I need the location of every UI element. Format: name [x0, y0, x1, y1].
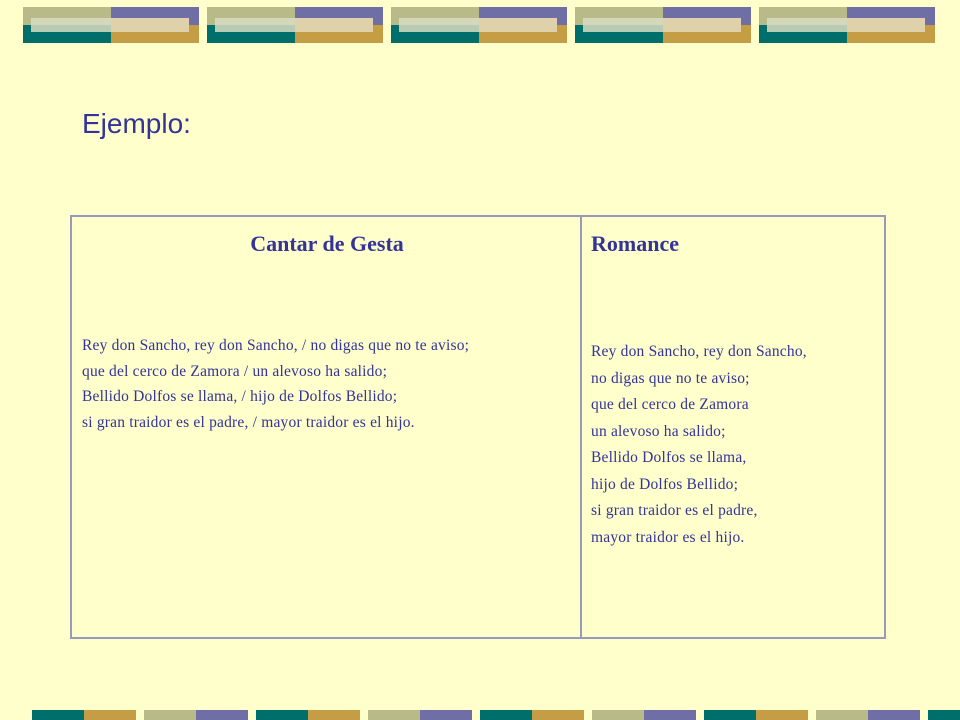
verse-block: [591, 343, 807, 555]
verse-line: Rey don Sancho, rey don Sancho,: [591, 343, 807, 360]
band-segment: [480, 710, 532, 720]
band-tile: [207, 7, 383, 43]
verse-line: un alevoso ha salido;: [591, 422, 726, 440]
verse-line: Rey don Sancho, rey don Sancho, / no digas que no te aviso;: [82, 337, 470, 354]
verse-line: si gran traidor es el padre,: [591, 502, 758, 519]
comparison-table: [70, 215, 886, 639]
band-segment: [704, 710, 756, 720]
verse-block: [82, 337, 469, 439]
band-tile: [759, 7, 935, 43]
band-segment: [756, 710, 808, 720]
verse-line: que del cerco de Zamora: [591, 396, 749, 413]
bottom-decorative-band: [0, 710, 960, 720]
band-segment: [420, 710, 472, 720]
verse-line: Bellido Dolfos se llama, / hijo de Dolfos Bellido;: [82, 388, 398, 405]
column-heading: Cantar de Gesta: [250, 231, 404, 256]
column-heading: Romance: [591, 231, 679, 256]
band-tile: [575, 7, 751, 43]
verse-line: Bellido Dolfos se llama,: [591, 449, 747, 466]
band-segment: [644, 710, 696, 720]
band-segment: [868, 710, 920, 720]
romance-column: [582, 217, 886, 637]
band-segment: [308, 710, 360, 720]
verse-line: hijo de Dolfos Bellido;: [591, 475, 739, 493]
band-tile: [391, 7, 567, 43]
band-segment: [196, 710, 248, 720]
band-segment: [816, 710, 868, 720]
band-segment: [144, 710, 196, 720]
verse-line: si gran traidor es el padre, / mayor traidor es el hijo.: [82, 413, 415, 431]
verse-line: que del cerco de Zamora / un alevoso ha salido;: [82, 362, 388, 380]
band-segment: [256, 710, 308, 720]
slide-title: Ejemplo:: [82, 108, 191, 139]
band-segment: [928, 710, 960, 720]
verse-line: no digas que no te aviso;: [591, 369, 750, 387]
band-segment: [532, 710, 584, 720]
band-segment: [84, 710, 136, 720]
top-decorative-band: [0, 0, 960, 50]
band-tile: [23, 7, 199, 43]
band-segment: [592, 710, 644, 720]
band-segment: [32, 710, 84, 720]
cantar-de-gesta-column: [72, 217, 582, 637]
verse-line: mayor traidor es el hijo.: [591, 528, 745, 546]
band-segment: [368, 710, 420, 720]
